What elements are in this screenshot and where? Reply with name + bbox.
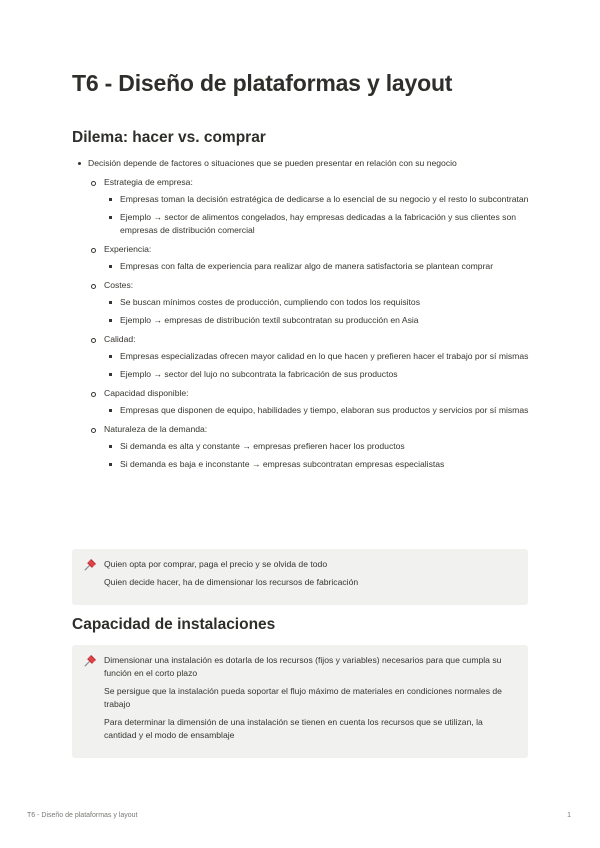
- point-item: [104, 296, 532, 309]
- bullet-square: [109, 198, 112, 201]
- callout-line: Dimensionar una instalación es dotarla de los recursos (fijos y variables) necesarios para que cumpla su función en el corto plazo: [104, 655, 502, 678]
- page-title: T6 - Diseño de plataformas y layout: [72, 70, 453, 96]
- pushpin-icon: [83, 558, 97, 572]
- point-text: Si demanda es alta y constante → empresas prefieren hacer los productos: [120, 441, 405, 451]
- point-item: [104, 260, 532, 273]
- bullet-circle: [91, 338, 96, 343]
- point-item: [104, 368, 532, 381]
- point-text: Si demanda es baja e inconstante → empresas subcontratan empresas especialistas: [120, 459, 445, 469]
- factor-item: [88, 423, 532, 471]
- bullet-dot: [78, 162, 81, 165]
- factor-item: [88, 333, 532, 381]
- point-text: Empresas con falta de experiencia para realizar algo de manera satisfactoria se plantean comprar: [120, 261, 494, 271]
- bullet-square: [109, 265, 112, 268]
- bullet-circle: [91, 284, 96, 289]
- factor-item: [88, 176, 532, 237]
- point-item: [104, 440, 532, 453]
- callout-buy-vs-make: [72, 549, 528, 605]
- point-text: Se buscan mínimos costes de producción, cumpliendo con todos los requisitos: [120, 297, 420, 307]
- point-text: Ejemplo → empresas de distribución textil subcontratan su producción en Asia: [120, 315, 419, 325]
- intro-text: Decisión depende de factores o situaciones que se pueden presentar en relación con su negocio: [88, 158, 457, 168]
- callout-line: Quien decide hacer, ha de dimensionar los recursos de fabricación: [104, 577, 359, 587]
- factor-label: Naturaleza de la demanda:: [104, 424, 208, 434]
- point-item: [104, 458, 532, 471]
- bullet-square: [109, 319, 112, 322]
- point-list: [104, 260, 532, 273]
- factor-label: Estrategia de empresa:: [104, 177, 193, 187]
- bullet-circle: [91, 248, 96, 253]
- factor-label: Capacidad disponible:: [104, 388, 189, 398]
- point-list: [104, 350, 532, 381]
- point-text: Ejemplo → sector de alimentos congelados, hay empresas dedicadas a la fabricación y sus clientes son empresas de distribución comercial: [120, 212, 517, 235]
- section-make-vs-buy: [72, 129, 532, 476]
- bullet-circle: [91, 181, 96, 186]
- section-heading: Capacidad de instalaciones: [72, 616, 276, 633]
- point-list: [104, 296, 532, 327]
- factor-label: Experiencia:: [104, 244, 152, 254]
- point-list: [104, 193, 532, 237]
- bullet-square: [109, 355, 112, 358]
- callout-line: Para determinar la dimensión de una instalación se tienen en cuenta los recursos que se utilizan, la cantidad y el modo de ensamblaje: [104, 717, 483, 740]
- footer-document-title: T6 - Diseño de plataformas y layout: [27, 812, 138, 819]
- point-item: [104, 350, 532, 363]
- point-text: Empresas especializadas ofrecen mayor calidad en lo que hacen y prefieren hacer el trabajo por sí mismas: [120, 351, 529, 361]
- bullet-square: [109, 463, 112, 466]
- point-text: Ejemplo → sector del lujo no subcontrata la fabricación de sus productos: [120, 369, 398, 379]
- point-list: [104, 404, 532, 417]
- factor-item: [88, 279, 532, 327]
- footer-page-number: 1: [567, 812, 571, 819]
- callout-line: Se persigue que la instalación pueda soportar el flujo máximo de materiales en condiciones normales de trabajo: [104, 686, 502, 709]
- bullet-circle: [91, 392, 96, 397]
- callout-capacity: [72, 645, 528, 758]
- bullet-square: [109, 301, 112, 304]
- point-text: Empresas que disponen de equipo, habilidades y tiempo, elaboran sus productos y servicios por sí mismas: [120, 405, 529, 415]
- point-list: [104, 440, 532, 471]
- bullet-square: [109, 373, 112, 376]
- callout-line: Quien opta por comprar, paga el precio y se olvida de todo: [104, 559, 328, 569]
- point-text: Empresas toman la decisión estratégica de dedicarse a lo esencial de su negocio y el resto lo subcontratan: [120, 194, 529, 204]
- point-item: [104, 314, 532, 327]
- factor-list: [88, 176, 532, 471]
- factor-label: Costes:: [104, 280, 134, 290]
- point-item: [104, 211, 532, 237]
- bullet-list: [72, 157, 532, 471]
- factor-item: [88, 387, 532, 417]
- list-item: [72, 157, 532, 471]
- factor-label: Calidad:: [104, 334, 136, 344]
- bullet-square: [109, 216, 112, 219]
- bullet-circle: [91, 428, 96, 433]
- bullet-square: [109, 445, 112, 448]
- section-capacity: [72, 616, 532, 634]
- bullet-square: [109, 409, 112, 412]
- point-item: [104, 404, 532, 417]
- factor-item: [88, 243, 532, 273]
- point-item: [104, 193, 532, 206]
- section-heading: Dilema: hacer vs. comprar: [72, 129, 266, 146]
- pushpin-icon: [83, 654, 97, 668]
